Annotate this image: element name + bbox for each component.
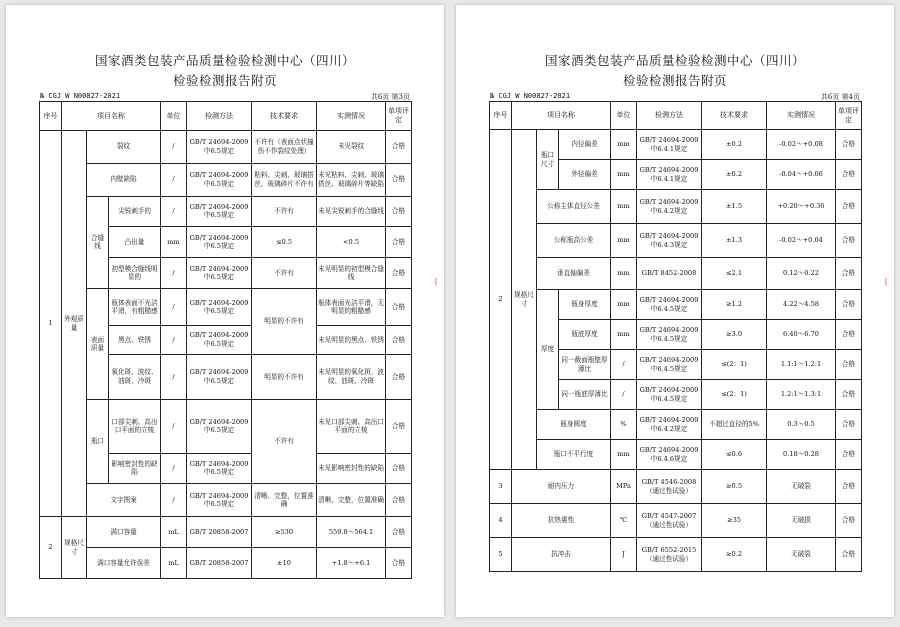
group-no: 2 (490, 130, 512, 470)
table-header (40, 102, 412, 131)
col-item: 项目名称 (512, 102, 611, 130)
seal-edge-icon: ⟬ (434, 277, 438, 287)
org-title: 国家酒类包装产品质量检验检测中心（四川） (544, 53, 805, 68)
table-row: 凸出量 mm GB/T 24694-2009中6.5规定 ≤0.5 <0.5 合格 (40, 227, 412, 258)
subgroup-thickness: 厚度 (537, 290, 559, 410)
table-row: 内壁缺陷 / GB/T 24694-2009中6.5规定 粘料、尖刺、玻璃搭丝、玻璃碎片不许有 未见粘料、尖刺、玻璃搭丝、玻璃碎片等缺陷 合格 (40, 163, 412, 196)
table-row: 瓶口 口部尖刺、高出口平面的立棱 / GB/T 24694-2009中6.5规定 不许有 未见口部尖刺、高出口平面的立棱 合格 (40, 400, 412, 453)
table-row: 同一瓶底厚薄比 / GB/T 24694-2009中6.4.5规定 ≤(2：1) 1.2:1～1.3:1 合格 (490, 380, 862, 410)
item-name: 同一截面瓶壁厚薄比 (559, 350, 611, 380)
item-name: 外径偏差 (559, 160, 611, 190)
col-result: 实测情况 (317, 102, 386, 131)
table-row: 同一截面瓶壁厚薄比 / GB/T 24694-2009中6.4.5规定 ≤(2：1) 1.1:1～1.2:1 合格 (490, 350, 862, 380)
group-no: 2 (40, 517, 62, 579)
doc-title: 检验检测报告附页 (622, 73, 727, 88)
report-number: № CGJ W N00827-2021 (490, 92, 571, 100)
item-name: 抗热震性 (512, 504, 611, 538)
col-no: 序号 (490, 102, 512, 130)
item-name: 瓶底厚度 (559, 320, 611, 350)
item-name: 瓶身厚度 (559, 290, 611, 320)
group-no: 4 (490, 504, 512, 538)
group-name: 规格尺寸 (62, 517, 87, 579)
subgroup-seam: 合缝线 (87, 196, 109, 288)
col-method: 检测方法 (637, 102, 702, 130)
table-row: 外径偏差 mm GB/T 24694-2009中6.4.1规定 ±0.2 -0.04～+0.06 合格 (490, 160, 862, 190)
doc-title: 检验检测报告附页 (172, 73, 277, 88)
item-name: 黑点、铁锈 (109, 326, 161, 355)
col-result: 实测情况 (767, 102, 836, 130)
col-item: 项目名称 (62, 102, 161, 131)
table-row: 3 耐内压力 MPa GB/T 4546-2008（通过性试验） ≥0.5 无破裂 合格 (490, 470, 862, 504)
table-row: 文字图案 / GB/T 24694-2009中6.5规定 清晰、完整，位置准确 清晰、完整，位置准确 合格 (40, 484, 412, 517)
subgroup-mouth: 瓶口 (87, 400, 109, 484)
subgroup-mouth: 瓶口尺寸 (537, 130, 559, 190)
table-row: 黑点、铁锈 / GB/T 24694-2009中6.5规定 未见明显的黑点、铁锈 合格 (40, 326, 412, 355)
table-row: 瓶身圆度 % GB/T 24694-2009中6.4.2规定 不超过直径的5% 0.3～0.5 合格 (490, 410, 862, 440)
table-row: 厚度 瓶身厚度 mm GB/T 24694-2009中6.4.5规定 ≥1.2 4.22～4.58 合格 (490, 290, 862, 320)
item-name: 满口容量 (87, 517, 161, 548)
table-row: 垂直轴偏差 mm GB/T 8452-2008 ≤2.1 0.12～0.22 合格 (490, 258, 862, 290)
col-unit: 单位 (161, 102, 187, 131)
table-row: 影响密封性的缺陷 / GB/T 24694-2009中6.5规定 未见影响密封性的缺陷 合格 (40, 453, 412, 484)
item-name: 内壁缺陷 (87, 163, 161, 196)
group-no: 1 (40, 130, 62, 516)
inspection-table (39, 101, 412, 579)
item-name: 同一瓶底厚薄比 (559, 380, 611, 410)
item-name: 公称主体直径公差 (537, 190, 611, 224)
item-name: 氧化斑、波纹、油斑、冷斑 (109, 354, 161, 399)
inspection-table (489, 101, 862, 572)
table-header (490, 102, 862, 130)
group-name: 外观质量 (62, 130, 87, 516)
table-row: 5 抗冲击 J GB/T 6552-2015（通过性试验） ≥0.2 无破裂 合格 (490, 538, 862, 572)
item-name: 公称瓶高公差 (537, 224, 611, 258)
table-row: 合缝线 尖锐刺手的 / GB/T 24694-2009中6.5规定 不许有 未见尖锐刺手的合缝线 合格 (40, 196, 412, 227)
group-no: 3 (490, 470, 512, 504)
item-name: 内径偏差 (559, 130, 611, 160)
table-row: 氧化斑、波纹、油斑、冷斑 / GB/T 24694-2009中6.5规定 明显的不许有 未见明显的氧化斑、波纹、油斑、冷斑 合格 (40, 354, 412, 399)
report-number: № CGJ W N00827-2021 (40, 92, 121, 100)
group-name: 规格尺寸 (512, 130, 537, 470)
item-name: 满口容量允许误差 (87, 548, 161, 579)
col-unit: 单位 (611, 102, 637, 130)
table-row: 表面质量 瓶体表面不光洁平滑，有粗糙感 / GB/T 24694-2009中6.5规定 明显的不许有 瓶体表面光洁平滑，无明显的粗糙感 合格 (40, 289, 412, 326)
table-row: 4 抗热震性 ℃ GB/T 4547-2007（通过性试验） ≥35 无破损 合格 (490, 504, 862, 538)
subgroup-surface: 表面质量 (87, 289, 109, 400)
col-req: 技术要求 (252, 102, 317, 131)
item-name: 文字图案 (87, 484, 161, 517)
table-row: 1 外观质量 裂纹 / GB/T 24694-2009中6.5规定 不许有（表面点状撞伤不作裂纹处理） 未见裂纹 合格 (40, 130, 412, 163)
item-name: 垂直轴偏差 (537, 258, 611, 290)
table-row: 瓶底厚度 mm GB/T 24694-2009中6.4.5规定 ≥3.0 6.40～6.70 合格 (490, 320, 862, 350)
item-name: 瓶身圆度 (537, 410, 611, 440)
seal-edge-icon: ⟬ (884, 277, 888, 287)
item-name: 初型模合缝线明显的 (109, 258, 161, 289)
table-row: 2 规格尺寸 满口容量 mL GB/T 20858-2007 ≥530 559.8～564.1 合格 (40, 517, 412, 548)
col-method: 检测方法 (187, 102, 252, 131)
col-req: 技术要求 (702, 102, 767, 130)
page-number: 共6页 第4页 (820, 93, 860, 101)
item-name: 尖锐刺手的 (109, 196, 161, 227)
table-row: 公称瓶高公差 mm GB/T 24694-2009中6.4.3规定 ±1.3 -0.02～+0.04 合格 (490, 224, 862, 258)
item-name: 瓶体表面不光洁平滑，有粗糙感 (109, 289, 161, 326)
item-name: 抗冲击 (512, 538, 611, 572)
col-eval: 单项评定 (836, 102, 862, 130)
col-eval: 单项评定 (386, 102, 412, 131)
item-name: 瓶口不平行度 (537, 440, 611, 470)
item-name: 裂纹 (87, 130, 161, 163)
item-name: 凸出量 (109, 227, 161, 258)
page-number: 共6页 第3页 (370, 93, 410, 101)
table-row: 公称主体直径公差 mm GB/T 24694-2009中6.4.2规定 ±1.5 +0.20～+0.36 合格 (490, 190, 862, 224)
group-no: 5 (490, 538, 512, 572)
table-row: 初型模合缝线明显的 / GB/T 24694-2009中6.5规定 不许有 未见明显的初型模合缝线 合格 (40, 258, 412, 289)
item-name: 口部尖刺、高出口平面的立棱 (109, 400, 161, 453)
table-row: 瓶口不平行度 mm GB/T 24694-2009中6.4.6规定 ≤0.6 0.18～0.28 合格 (490, 440, 862, 470)
report-page-3 (6, 5, 444, 617)
col-no: 序号 (40, 102, 62, 131)
org-title: 国家酒类包装产品质量检验检测中心（四川） (94, 53, 355, 68)
item-name: 耐内压力 (512, 470, 611, 504)
item-name: 影响密封性的缺陷 (109, 453, 161, 484)
table-row: 2 规格尺寸 瓶口尺寸 内径偏差 mm GB/T 24694-2009中6.4.1规定 ±0.2 -0.02～+0.08 合格 (490, 130, 862, 160)
report-page-4 (456, 5, 894, 617)
table-row: 满口容量允许误差 mL GB/T 20858-2007 ±10 +1.8～+6.1 合格 (40, 548, 412, 579)
